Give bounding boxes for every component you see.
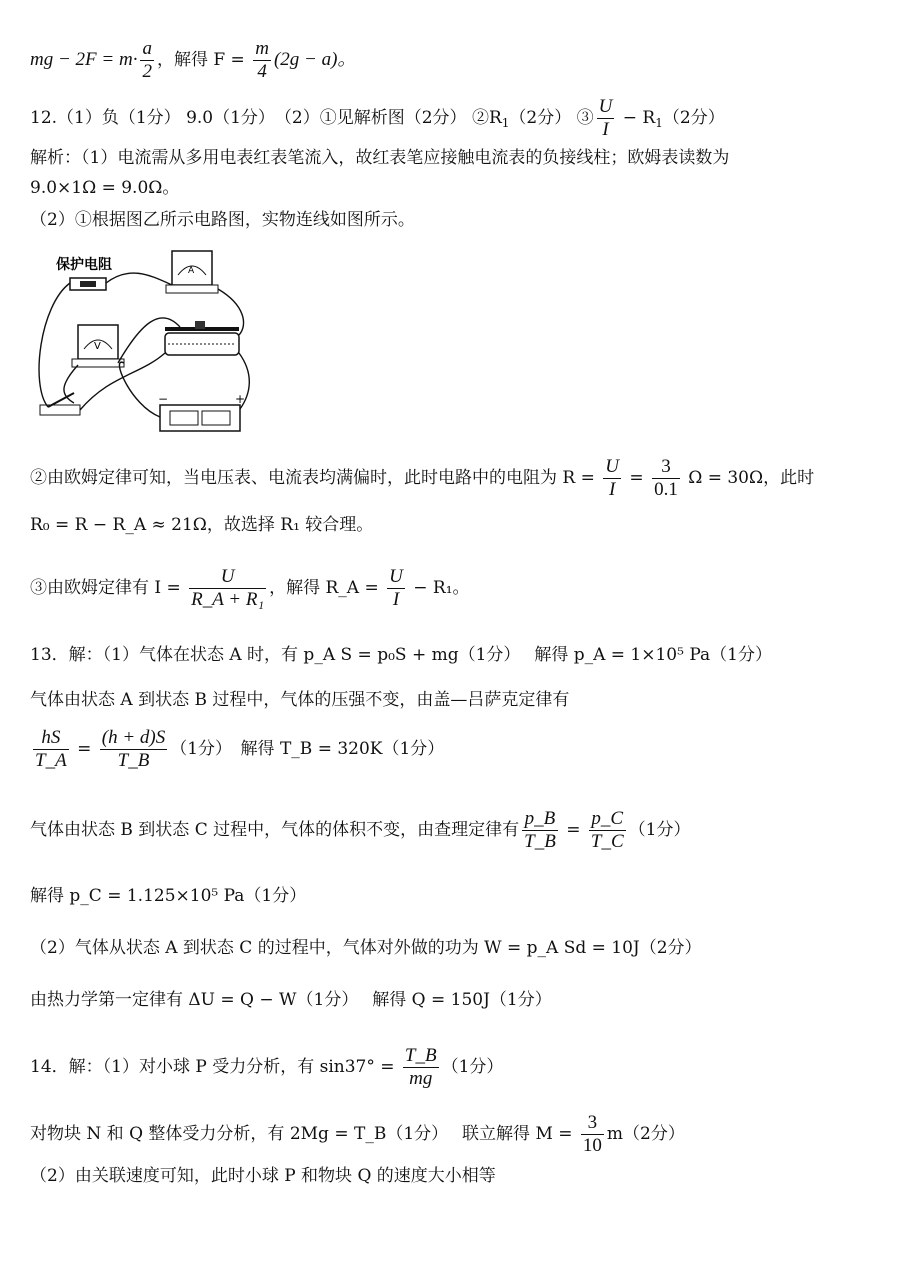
fraction: $\frac{T\_B}{mg}$: [404, 1045, 437, 1089]
q13-line-1: 13．解：（1）气体在状态 A 时，有 p_A S = p₀S + mg（1分） 解得 p_A = 1×10⁵ Pa（1分）: [30, 645, 772, 665]
q12-explanation-2: 9.0×1Ω = 9.0Ω。: [30, 178, 180, 198]
ammeter-icon: [166, 251, 218, 293]
q12-part2-result: R₀ = R − R_A ≈ 21Ω，故选择 R₁ 较合理。: [30, 515, 374, 535]
fraction: $\frac{(h + d)S}{T\_B}$: [101, 727, 166, 771]
q13-line-2: 气体由状态 A 到状态 B 过程中，气体的压强不变，由盖—吕萨克定律有: [30, 690, 570, 710]
fraction: $\frac{U}{I}$: [605, 456, 619, 500]
svg-text:A: A: [188, 266, 195, 276]
q12-part2-line: ②由欧姆定律可知，当电压表、电流表均满偏时，此时电路中的电阻为 R = $\frac{U}{I}$ = $\frac{3}{0.1}$ Ω = 30Ω，此时: [30, 456, 815, 500]
fraction: $\frac{3}{10}$: [582, 1112, 602, 1156]
rheostat-icon: [165, 321, 239, 355]
equation-line-1: mg − 2F = m· $\frac{a}{2}$ ，解得 F = $\frac{m}{4}$ (2g − a)。: [30, 38, 357, 82]
fraction: $\frac{U}{I}$: [598, 96, 613, 140]
fraction: $\frac{p\_C}{T\_C}$: [590, 808, 624, 852]
circuit-diagram: [30, 245, 260, 440]
q14-line-1: 14．解：（1）对小球 P 受力分析，有 sin37° = $\frac{T\_B}{mg}$ （1分）: [30, 1045, 504, 1089]
battery-box-icon: [158, 392, 245, 431]
q13-line-7: 由热力学第一定律有 ΔU = Q − W（1分） 解得 Q = 150J（1分）: [30, 990, 552, 1010]
fraction: $\frac{U}{I}$: [389, 566, 403, 610]
q13-line-5: 解得 p_C = 1.125×10⁵ Pa（1分）: [30, 886, 307, 906]
svg-text:V: V: [94, 341, 101, 352]
q13-line-3: $\frac{hS}{T\_A}$ = $\frac{(h + d)S}{T\_B}$ （1分） 解得 T_B = 320K（1分）: [35, 727, 445, 771]
fraction: $\frac{3}{0.1}$: [654, 456, 678, 500]
q13-line-4: 气体由状态 B 到状态 C 过程中，气体的体积不变，由查理定律有 $\frac{p\_B}{T\_B}$ = $\frac{p\_C}{T\_C}$ （1分）: [30, 808, 691, 852]
fraction: $\frac{U}{\text{R\_A + R₁}}$: [191, 566, 265, 610]
fraction: $\frac{hS}{T\_A}$: [35, 727, 67, 771]
q12-explanation-3: （2）①根据图乙所示电路图，实物连线如图所示。: [30, 210, 415, 230]
protective-resistor-label: 保护电阻: [56, 257, 112, 273]
voltmeter-icon: [72, 325, 124, 367]
q12-part3-line: ③由欧姆定律有 I = $\frac{U}{\text{R\_A + R₁}}$ ，解得 R_A = $\frac{U}{I}$ − R₁。: [30, 566, 470, 610]
q14-line-3: （2）由关联速度可知，此时小球 P 和物块 Q 的速度大小相等: [30, 1166, 496, 1186]
q13-line-6: （2）气体从状态 A 到状态 C 的过程中，气体对外做的功为 W = p_A Sd = 10J（2分）: [30, 938, 702, 958]
q12-explanation-1: 解析：（1）电流需从多用电表红表笔流入，故红表笔应接触电流表的负接线柱；欧姆表读数为: [30, 148, 730, 168]
fraction: $\frac{p\_B}{T\_B}$: [524, 808, 556, 852]
q12-answer-line: 12.（1）负（1分） 9.0（1分） （2）①见解析图（2分） $②R_1(2$分） ③ $\frac{U}{I}$ − $R_1(2$分）: [30, 96, 725, 140]
svg-text:−: −: [158, 392, 169, 406]
q14-line-2: 对物块 N 和 Q 整体受力分析，有 2Mg = T_B（1分） 联立解得 M = $\frac{3}{10}$ m（2分）: [30, 1112, 685, 1156]
fraction: $\frac{m}{4}$: [255, 38, 269, 82]
fraction: $\frac{a}{2}$: [142, 38, 152, 82]
svg-text:+: +: [235, 392, 246, 406]
